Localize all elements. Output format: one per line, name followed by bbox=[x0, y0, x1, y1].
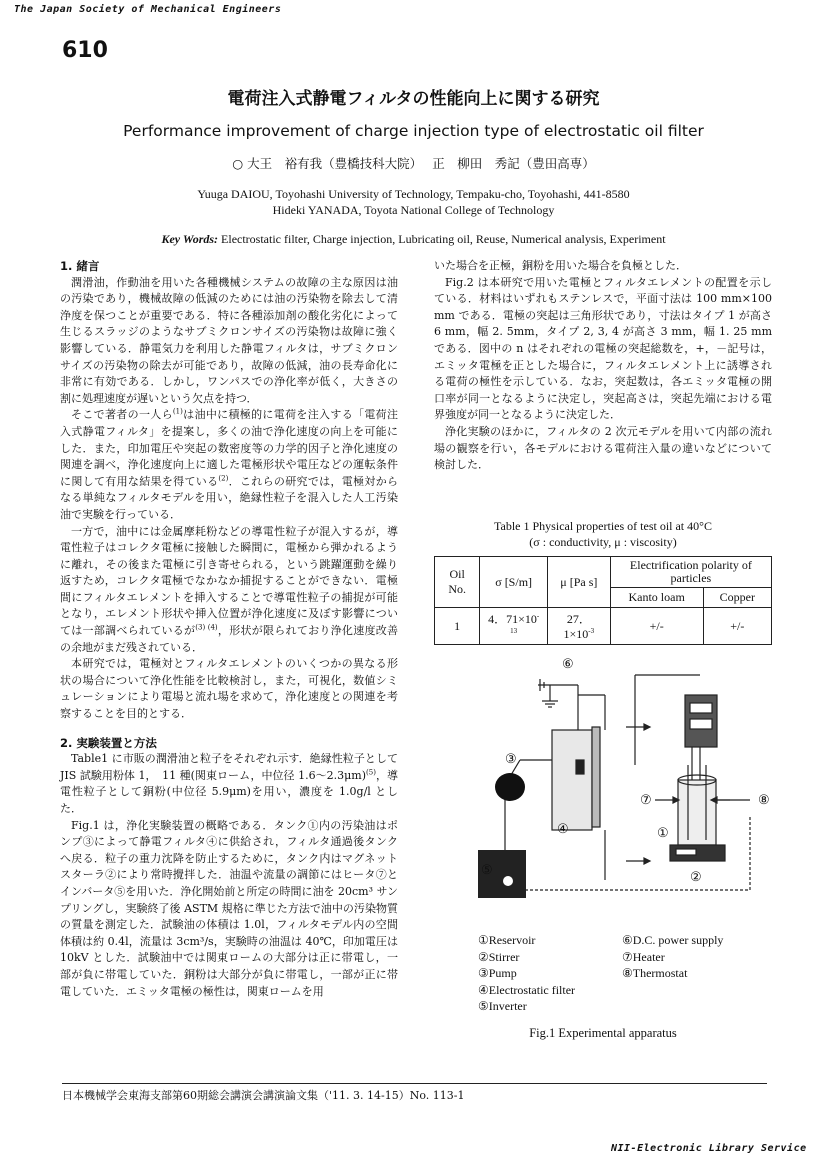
left-column bbox=[60, 258, 398, 1000]
marker-8: ⑧ bbox=[758, 793, 770, 808]
legend-right bbox=[622, 932, 723, 982]
marker-1: ① bbox=[657, 826, 669, 841]
legend-left bbox=[478, 932, 575, 1015]
header-oil-no: Oil No. bbox=[435, 557, 480, 608]
library-service-footer: NII-Electronic Library Service bbox=[611, 1143, 807, 1154]
header-copper: Copper bbox=[703, 588, 771, 608]
cell-kanto: +/- bbox=[610, 608, 703, 645]
intro-paragraph-3: 一方で，油中には金属摩耗粉などの導電性粒子が混入するが，導電性粒子はコレクタ電極に接触した瞬間に，電極から弾かれるように離れ，その後また電極に引き寄せられる，という跳躍運動を繰り返すため，コレクタ電極でなかなか捕捉することができない．電極間にフィルタエレメントを挿入することで導電性粒子の捕捉が可能となり，エレメント形状や挿入位置が浄化速度に及ぼす影響については一部調べられているが$^{(3) (4)}$，形状が限られており浄化速度改善の余地がまだ残されている． bbox=[60, 524, 399, 654]
intro-paragraph-2: そこで著者の一人ら$^{(1)}$は油中に積極的に電荷を注入する「電荷注入式静電フィルタ」を提案し，多くの油で浄化速度の向上を可能にした．また，印加電圧や突起の数密度等の力学的因子と浄化速度の関連を調べ，浄化速度向上に適した電極形状や電圧などの運転条件に関して有用な結果を得ている$^{(2)}$．これらの研究では，電極対からなる単純なフィルタモデルを用い，絶縁性粒子を混入した人工汚染油で実験を行っている． bbox=[60, 407, 399, 521]
marker-5: ⑤ bbox=[481, 863, 493, 878]
marker-6: ⑥ bbox=[562, 657, 574, 672]
legend-item: ⑧Thermostat bbox=[622, 966, 688, 980]
cell-sigma: 4．$71\times 10^{-13}$ bbox=[480, 608, 548, 645]
page-number: 610 bbox=[62, 38, 108, 63]
legend-item: ①Reservoir bbox=[478, 933, 536, 947]
table-subcaption: (σ : conductivity, μ : viscosity) bbox=[529, 535, 677, 549]
keywords-text: Electrostatic filter, Charge injection, Lubricating oil, Reuse, Numerical analysis, Experiment bbox=[221, 232, 666, 246]
intro-paragraph-1: 潤滑油，作動油を用いた各種機械システムの故障の主な原因は油の汚染であり，機械故障の低減のためには油の汚染物を除去して清浄度を保つことが重要である．特に各種添加剤の酸化劣化によって生じるスラッジのようなサブミクロンサイズの汚染物は故障に強く影響している．静電気力を利用した静電フィルタは，サブミクロンサイズの汚染物の除去が可能であり，故障の低減，油の長寿命化に非常に有効である．しかし，ワンパスでの浄化率が低く，大きさの割に処理速度が遅いという欠点を持つ． bbox=[60, 275, 398, 405]
society-header: The Japan Society of Mechanical Engineers bbox=[14, 4, 282, 15]
method-paragraph-1: Table1 に市販の潤滑油と粒子をそれぞれ示す．絶縁性粒子として JIS 試験用粉体 1， 11 種(関東ローム，中位径 1.6～2.3μm)$^{(5)}$，導電性粒子として銅粉(中位径 5.9μm)を用い，濃度を 1.0g/l とした． bbox=[60, 752, 398, 815]
marker-7: ⑦ bbox=[640, 793, 652, 808]
method-paragraph-2: Fig.1 は，浄化実験装置の概略である．タンク①内の汚染油はポンプ③によって静電フィルタ④に供給され，フィルタ通過後タンクへ戻る．粒子の重力沈降を防止するために，タンク内はマグネットスターラ②により常時攪拌した．油温や流量の調節にはヒータ⑦とインバータ⑤を用いた．浄化開始前と所定の時間に油を 20cm³ サンプリングし，実験終了後 ASTM 規格に準じた方法で油中の汚染物質の質量を測定した．試験油の体積は 1.0l，フィルタモデル内の空間体積は約 0.4l，流量は 3cm³/s，実験時の油温は 40℃，印加電圧は 10kV とした．試験油中では関東ロームの大部分は正に帯電し，一部が負に帯電していた．銅粉は大部分が負に帯電し，一部が正に帯電していた．エミッタ電極の極性は，関東ロームを用 bbox=[60, 818, 398, 998]
experimental-apparatus-figure bbox=[430, 655, 780, 925]
header-polarity: Electrification polarity of particles bbox=[610, 557, 771, 588]
legend-item: ⑦Heater bbox=[622, 949, 665, 964]
cell-copper: +/- bbox=[703, 608, 771, 645]
table-1 bbox=[434, 556, 772, 645]
pump-shape bbox=[495, 773, 525, 801]
method-paragraph-5: 浄化実験のほかに，フィルタの 2 次元モデルを用いて内部の流れ場の観察を行い，各モデルにおける電荷注入量の違いなどについて検討した． bbox=[434, 424, 772, 472]
title-en: Performance improvement of charge injection type of electrostatic oil filter bbox=[123, 122, 704, 140]
title-jp: 電荷注入式静電フィルタの性能向上に関する研究 bbox=[227, 89, 600, 109]
legend-item: ④Electrostatic filter bbox=[478, 982, 576, 997]
section-1-heading: 1. 緒言 bbox=[60, 259, 100, 273]
table-caption: Table 1 Physical properties of test oil at 40°C bbox=[494, 519, 712, 533]
marker-4: ④ bbox=[557, 822, 569, 837]
right-column bbox=[434, 258, 772, 474]
legend-item: ③Pump bbox=[478, 966, 517, 980]
footer-rule bbox=[62, 1083, 767, 1084]
legend-item: ⑤Inverter bbox=[478, 999, 527, 1013]
method-paragraph-4: Fig.2 は本研究で用いた電極とフィルタエレメントの配置を示している．材料はいずれもステンレスで，平面寸法は 100 mm×100 mm である．電極の突起は三角形状であり，寸法はタイプ 1 が高さ 6 mm，幅 2. 5mm，タイプ 2, 3, 4 が高さ 3 mm，幅 1. 25 mm である．図中の n はそれぞれの電極の突起総数を，+，－記号は，エミッタ電極を正とした場合に，フィルタエレメント上に誘導される電荷の極性を示している．なお，突起数は，各エミッタ電極の開口率が同一となるように決定し，突起高さは，突起先端における電界強度が同一となるように決定した． bbox=[434, 275, 772, 422]
section-2-heading: 2. 実験装置と方法 bbox=[60, 735, 157, 750]
intro-paragraph-4: 本研究では，電極対とフィルタエレメントのいくつかの異なる形状の場合について浄化性能を比較検討し，また，可視化，数値シミュレーションにより電場と流れ場を求めて，浄化速度との関連を考察することを目的とする． bbox=[60, 657, 398, 721]
header-kanto: Kanto loam bbox=[610, 588, 703, 608]
cell-oil-no: 1 bbox=[435, 608, 480, 645]
marker-3: ③ bbox=[505, 752, 517, 767]
affiliation-1: Yuuga DAIOU, Toyohashi University of Technology, Tempaku-cho, Toyohashi, 441-8580 bbox=[197, 187, 630, 201]
legend-item: ⑥D.C. power supply bbox=[622, 933, 724, 947]
proceedings-footer: 日本機械学会東海支部第60期総会講演会講演論文集（'11. 3. 14-15）No. 113-1 bbox=[62, 1089, 465, 1102]
authors-jp: ○ 大王 裕有我（豊橋技科大院） 正 柳田 秀記（豊田高専） bbox=[232, 156, 595, 171]
method-paragraph-3: いた場合を正極，銅粉を用いた場合を負極とした． bbox=[434, 259, 687, 272]
cell-mu: 27．$1\times 10^{-3}$ bbox=[547, 608, 610, 645]
header-sigma: σ [S/m] bbox=[480, 557, 548, 608]
legend-item: ②Stirrer bbox=[478, 949, 520, 964]
figure-caption: Fig.1 Experimental apparatus bbox=[529, 1026, 677, 1040]
marker-2: ② bbox=[690, 870, 702, 885]
affiliation-2: Hideki YANADA, Toyota National College of Technology bbox=[272, 203, 555, 217]
header-mu: μ [Pa s] bbox=[547, 557, 610, 608]
keywords bbox=[0, 232, 827, 247]
keywords-label: Key Words: bbox=[161, 232, 219, 246]
